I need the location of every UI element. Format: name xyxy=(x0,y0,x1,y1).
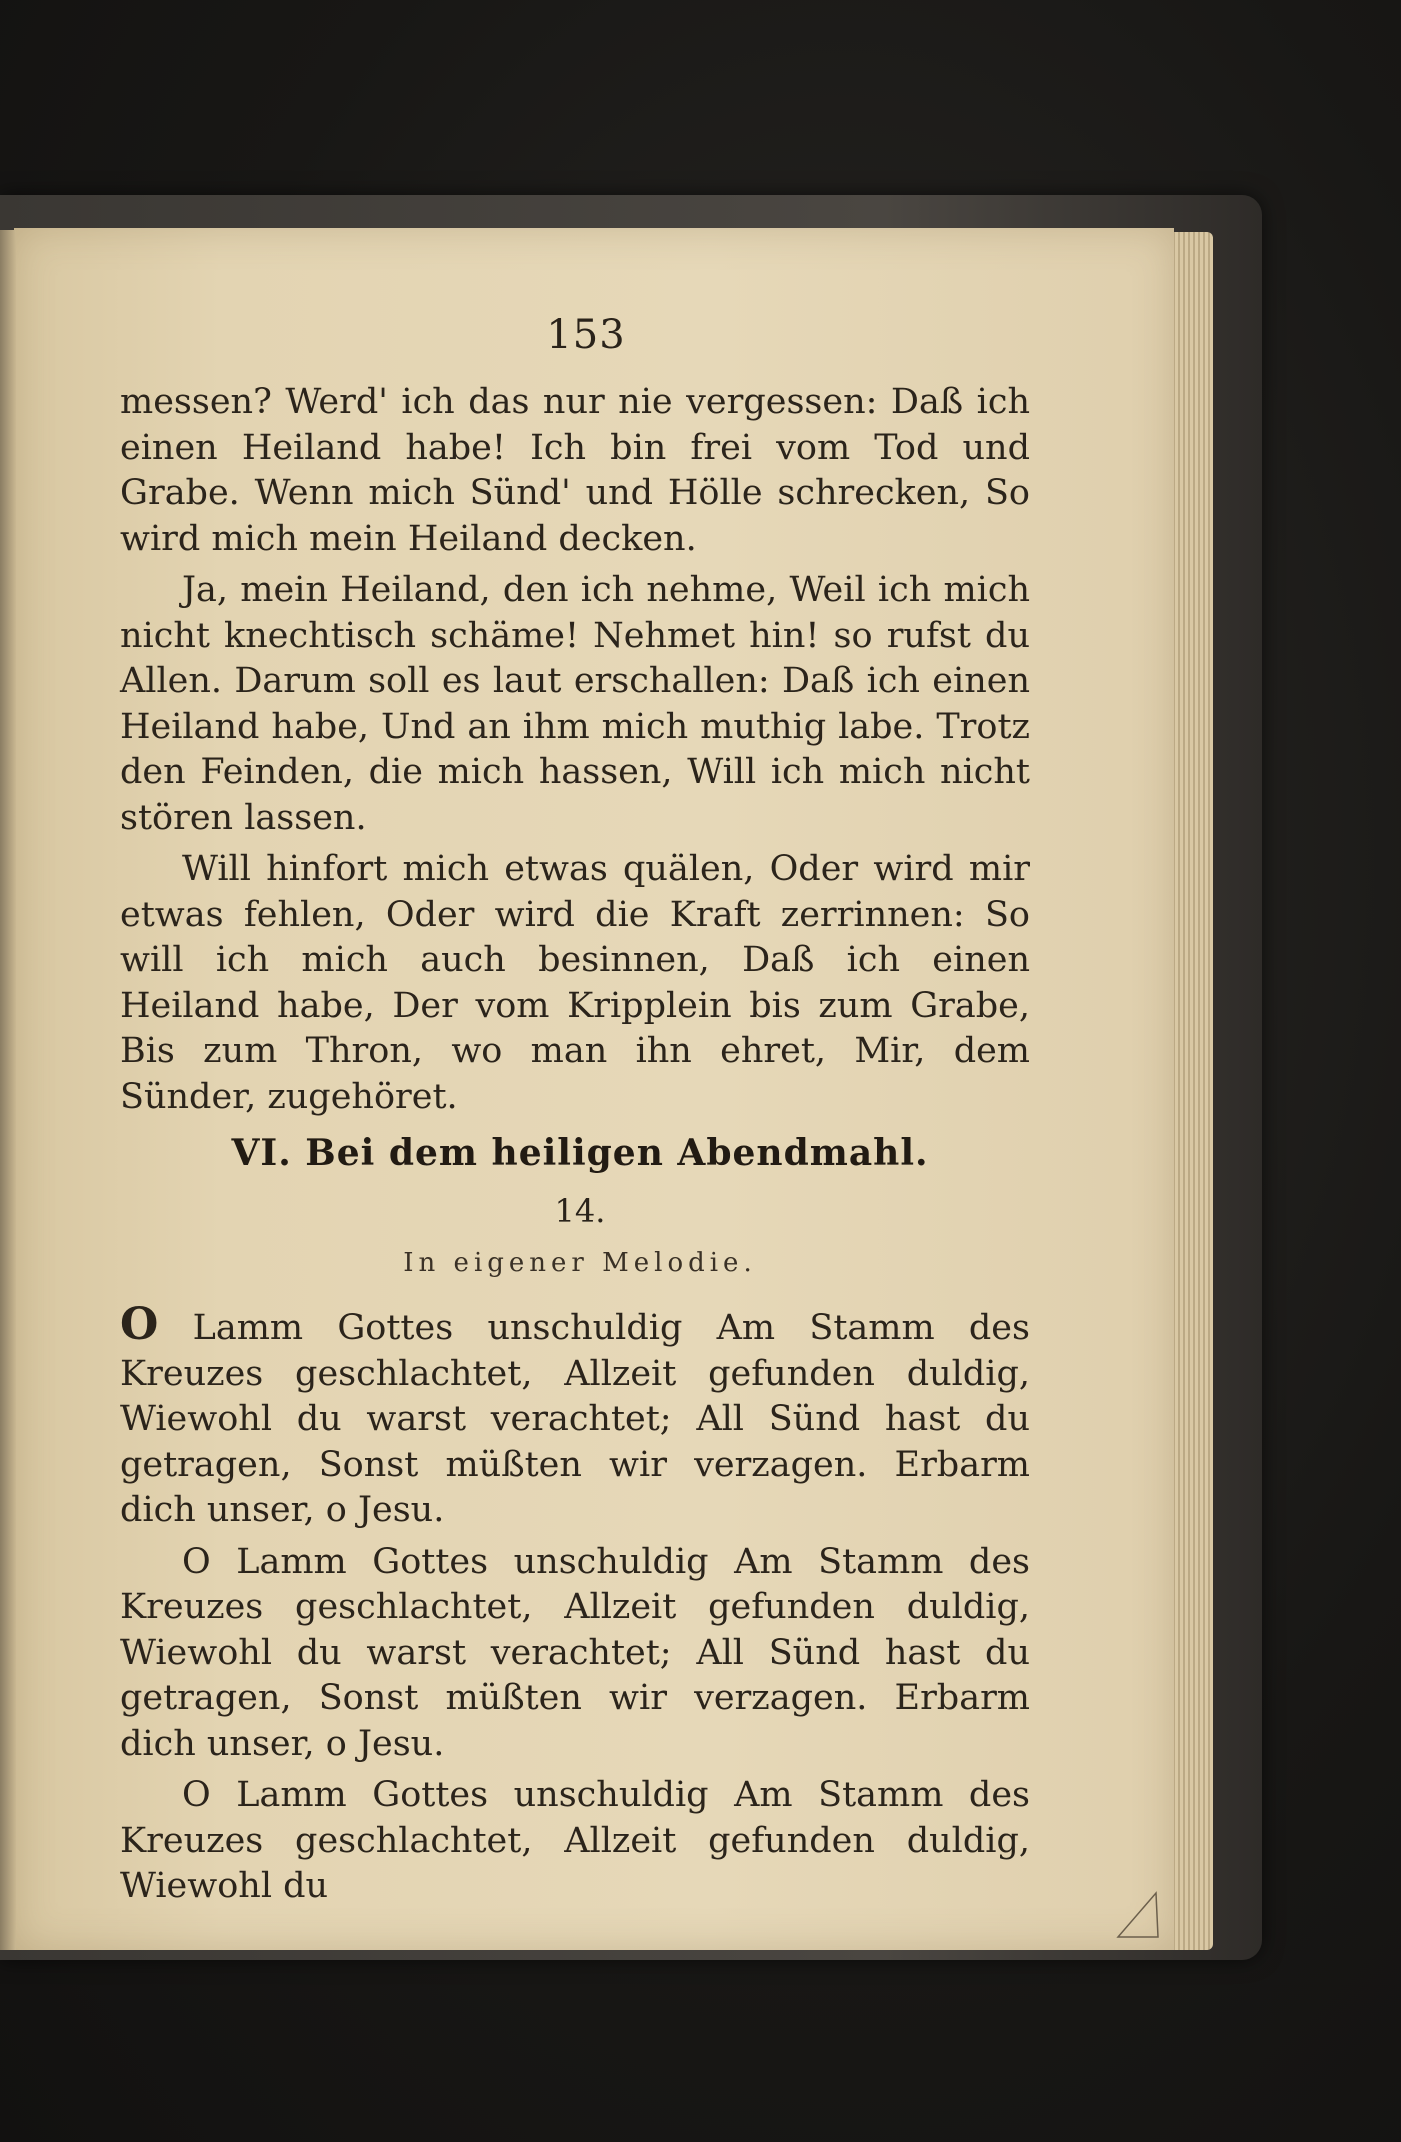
paragraph-3: Will hinfort mich etwas quälen, Oder wird mir etwas fehlen, Oder wird die Kraft zerrinnen: So will ich mich auch besinnen, Daß ich einen Heiland habe, Der vom Kripplein bis zum Grabe, Bis zum Thron, wo man ihn ehret, Mir, dem Sünder, zugehöret. xyxy=(120,849,1030,1117)
verse-2: O Lamm Gottes unschuldig Am Stamm des Kreuzes geschlachtet, Allzeit gefunden duldig, Wiewohl du warst verachtet; All Sünd hast du getragen, Sonst müßten wir verzagen. Erbarm dich unser, o Jesu. xyxy=(120,1541,1030,1764)
section-heading: VI. Bei dem heiligen Abendmahl. xyxy=(231,1132,929,1174)
verse-1 xyxy=(120,1299,1030,1534)
page-number: 153 xyxy=(546,312,626,358)
preceding-hymn-text xyxy=(120,380,1030,1126)
paragraph-1: messen? Werd' ich das nur nie vergessen: Daß ich einen Heiland habe! Ich bin frei vom Tod und Grabe. Wenn mich Sünd' und Hölle schrecken, So wird mich mein Heiland decken. xyxy=(120,382,1030,559)
paragraph-2: Ja, mein Heiland, den ich nehme, Weil ich mich nicht knechtisch schäme! Nehmet hin! so rufst du Allen. Darum soll es laut erschallen: Daß ich einen Heiland habe, Und an ihm mich muthig labe. Trotz den Feinden, die mich hassen, Will ich mich nicht stören lassen. xyxy=(120,570,1030,838)
verse-1-text: Lamm Gottes unschuldig Am Stamm des Kreuzes geschlachtet, Allzeit gefunden duldig, Wiewohl du warst verachtet; All Sünd hast du getragen, Sonst müßten wir verzagen. Erbarm dich unser, o Jesu. xyxy=(120,1308,1030,1530)
melody-note: In eigener Melodie. xyxy=(403,1248,757,1278)
verse-3: O Lamm Gottes unschuldig Am Stamm des Kreuzes geschlachtet, Allzeit gefunden duldig, Wiewohl du xyxy=(120,1775,1030,1906)
pencil-mark-icon xyxy=(1108,1885,1168,1945)
hymn-text xyxy=(120,1299,1030,1916)
binding-edge xyxy=(0,230,16,1950)
drop-cap: O xyxy=(120,1299,159,1350)
hymn-number: 14. xyxy=(554,1192,606,1230)
